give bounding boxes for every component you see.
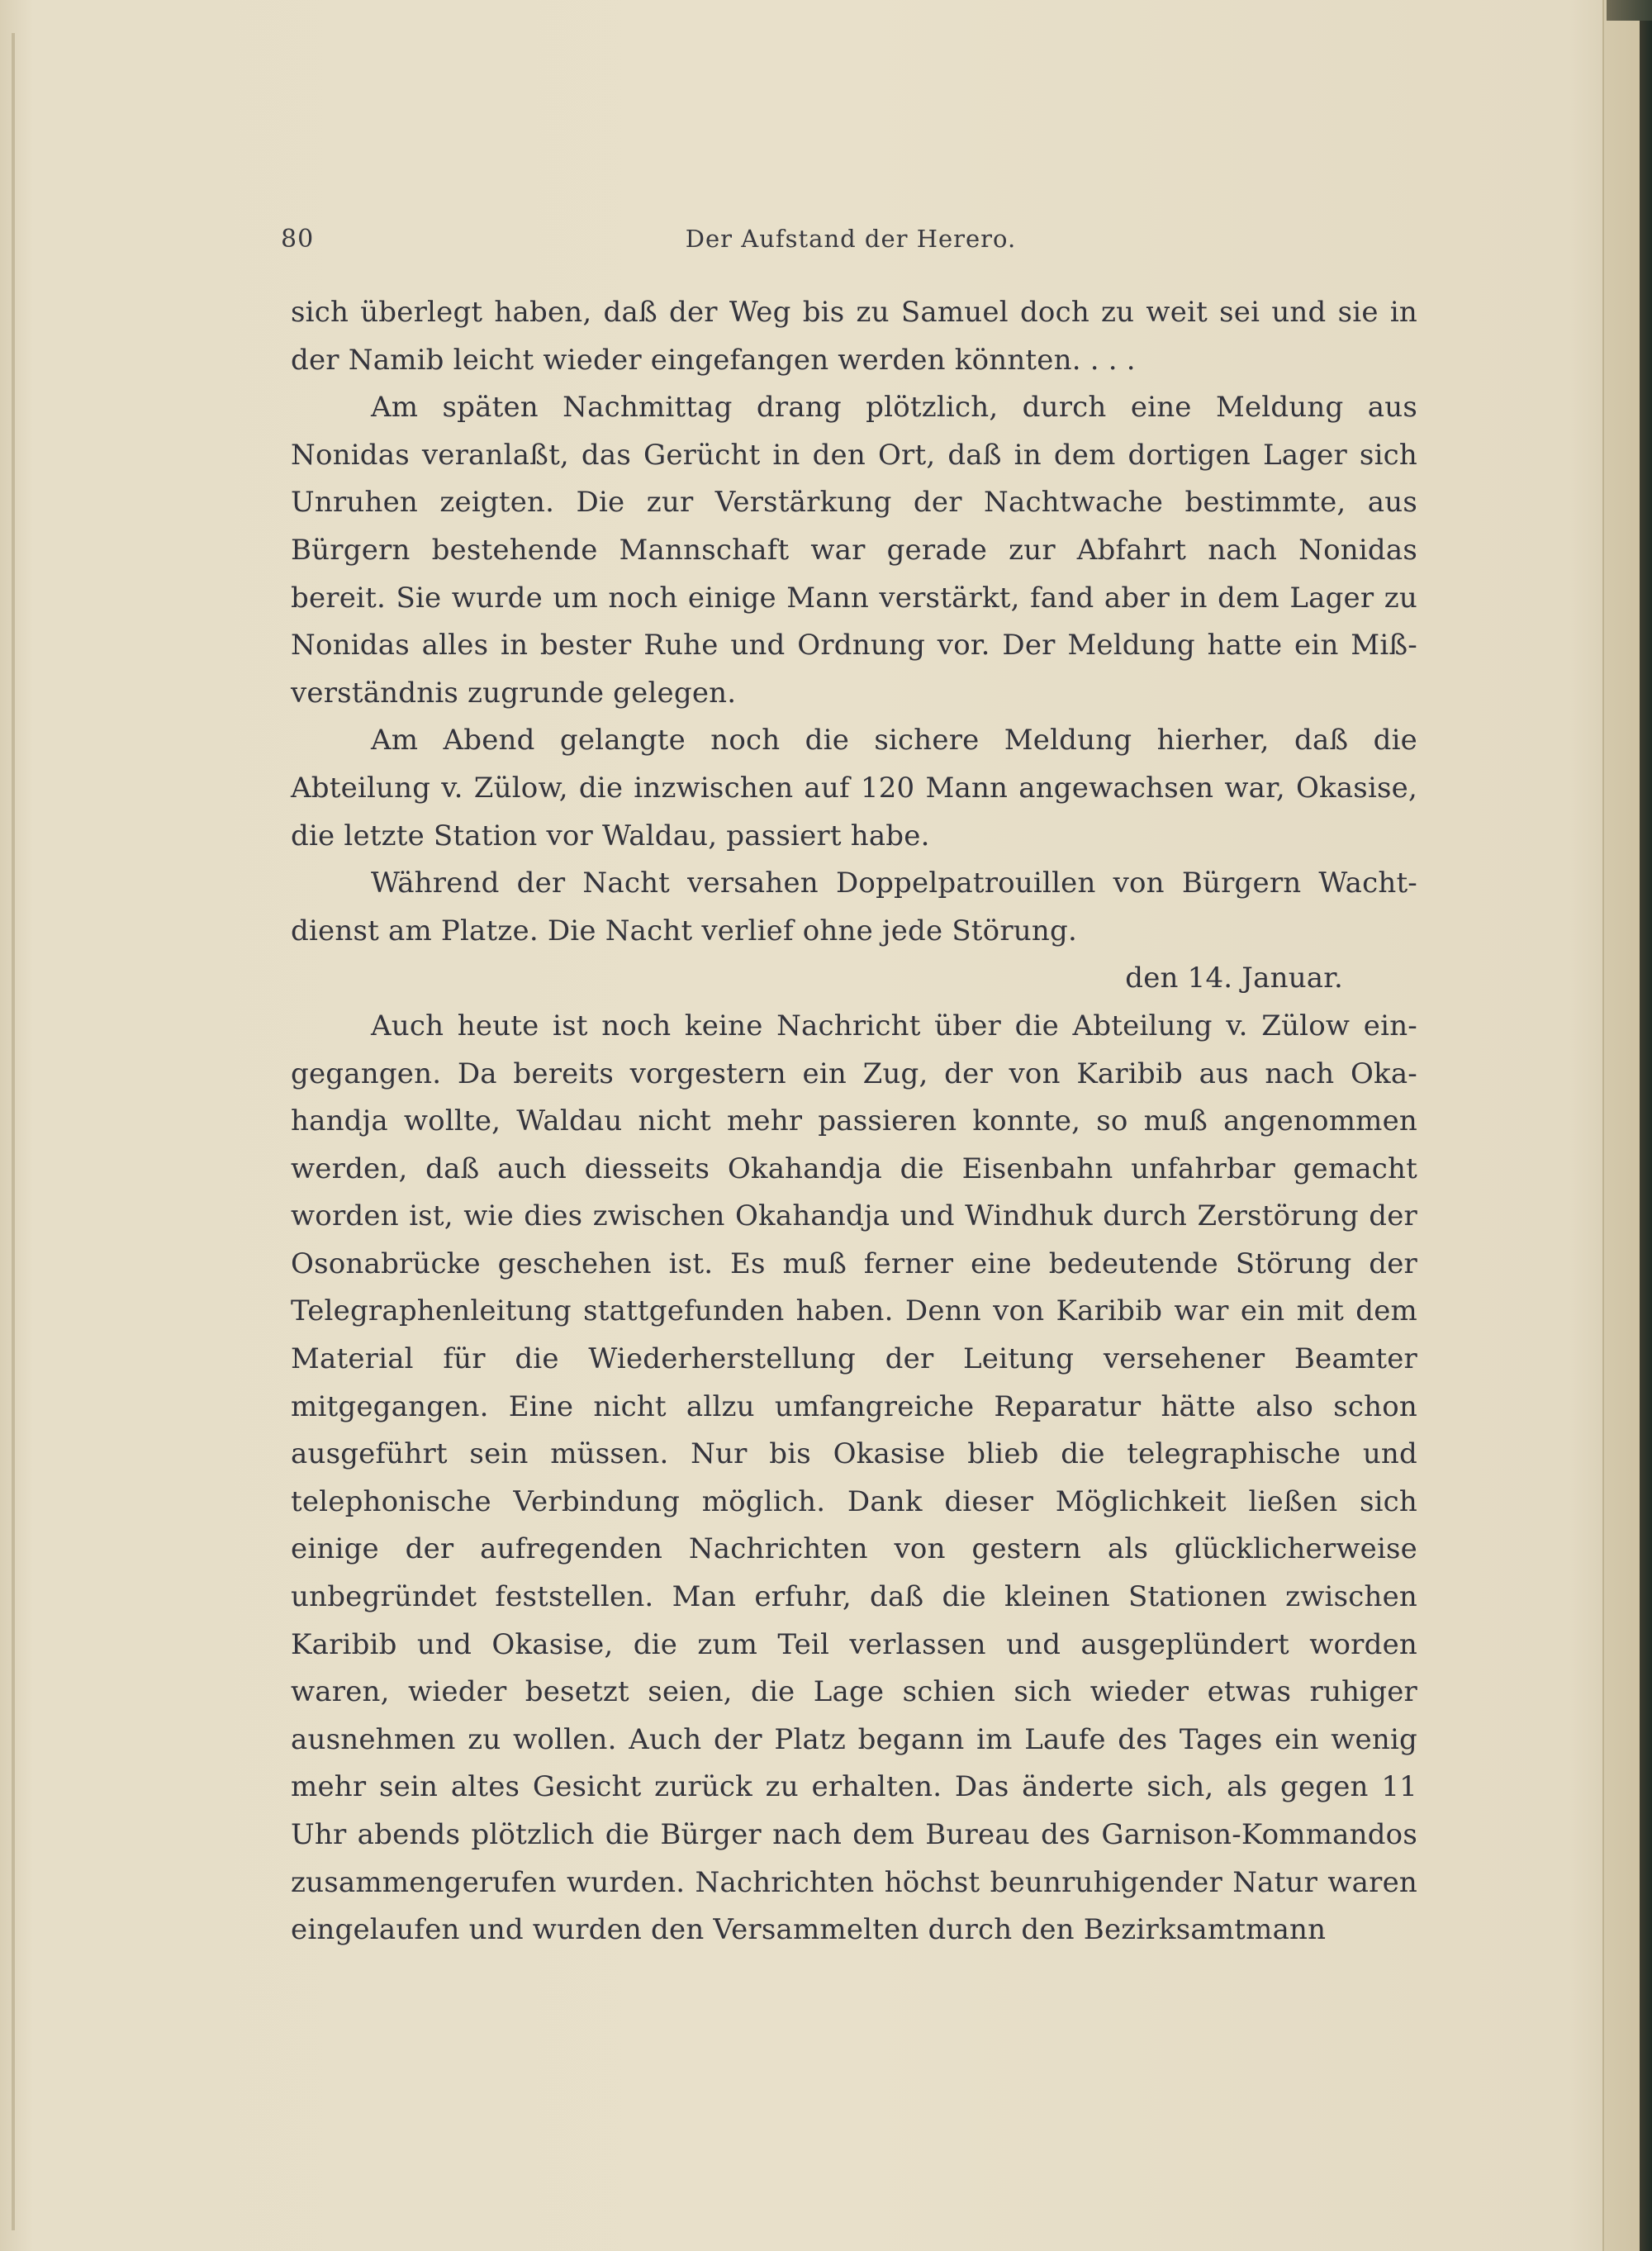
cover-corner: [1607, 0, 1652, 21]
page-fore-edge: [1602, 0, 1641, 2251]
page-header: [281, 225, 1421, 266]
page-gutter-edge: [12, 33, 15, 2230]
body-text: [291, 289, 1417, 1954]
paragraph-january-14: Auch heute ist noch keine Nachricht über die Abteilung v. Zülow ein-gegangen. Da bereits vorgestern ein Zug, der von Karibib aus nach Oka-handja wollte, Waldau nicht mehr passieren konnte, so muß angenommen werden, daß auch diesseits Okahandja die Eisenbahn unfahrbar gemacht worden ist, wie dies zwischen Okahandja und Windhuk durch Zerstörung der Osonabrücke geschehen ist. Es muß ferner eine bedeutende Störung der Telegraphenleitung stattgefunden haben. Denn von Karibib war ein mit dem Material für die Wiederherstellung der Leitung versehener Beamter mitgegangen. Eine nicht allzu umfangreiche Reparatur hätte also schon ausgeführt sein müssen. Nur bis Okasise blieb die telegraphische und telephonische Verbindung möglich. Dank dieser Möglichkeit ließen sich einige der aufregenden Nachrichten von gestern als glücklicherweise unbegründet feststellen. Man erfuhr, daß die kleinen Stationen zwischen Karibib und Okasise, die zum Teil verlassen und ausgeplündert worden waren, wieder besetzt seien, die Lage schien sich wieder etwas ruhiger ausnehmen zu wollen. Auch der Platz begann im Laufe des Tages ein wenig mehr sein altes Gesicht zurück zu erhalten. Das änderte sich, als gegen 11 Uhr abends plötzlich die Bürger nach dem Bureau des Garnison-Kommandos zusammengerufen wurden. Nachrichten höchst beunruhigender Natur waren eingelaufen und wurden den Versammelten durch den Bezirksamtmann: [291, 1009, 1417, 1947]
date-heading: den 14. Januar.: [1125, 962, 1343, 995]
paragraph-night: Während der Nacht versahen Doppelpatrouillen von Bürgern Wacht-dienst am Platze. Die Nacht verlief ohne jede Störung.: [291, 867, 1417, 947]
page-number: 80: [281, 225, 315, 254]
paragraph-afternoon: Am späten Nachmittag drang plötzlich, durch eine Meldung aus Nonidas veranlaßt, das Gerücht in den Ort, daß in dem dortigen Lager sich Unruhen zeigten. Die zur Verstärkung der Nachtwache bestimmte, aus Bürgern bestehende Mannschaft war gerade zur Abfahrt nach Nonidas bereit. Sie wurde um noch einige Mann verstärkt, fand aber in dem Lager zu Nonidas alles in bester Ruhe und Ordnung vor. Der Meldung hatte ein Miß-verständnis zugrunde gelegen.: [291, 391, 1417, 710]
paragraph-continuation: sich überlegt haben, daß der Weg bis zu Samuel doch zu weit sei und sie in der Namib leicht wieder eingefangen werden könnten. . . .: [291, 296, 1417, 377]
running-title: Der Aufstand der Herero.: [685, 225, 1017, 253]
paragraph-evening: Am Abend gelangte noch die sichere Meldung hierher, daß die Abteilung v. Zülow, die inzwischen auf 120 Mann angewachsen war, Okasise, die letzte Station vor Waldau, passiert habe.: [291, 724, 1417, 852]
book-cover-edge: [1640, 0, 1652, 2251]
